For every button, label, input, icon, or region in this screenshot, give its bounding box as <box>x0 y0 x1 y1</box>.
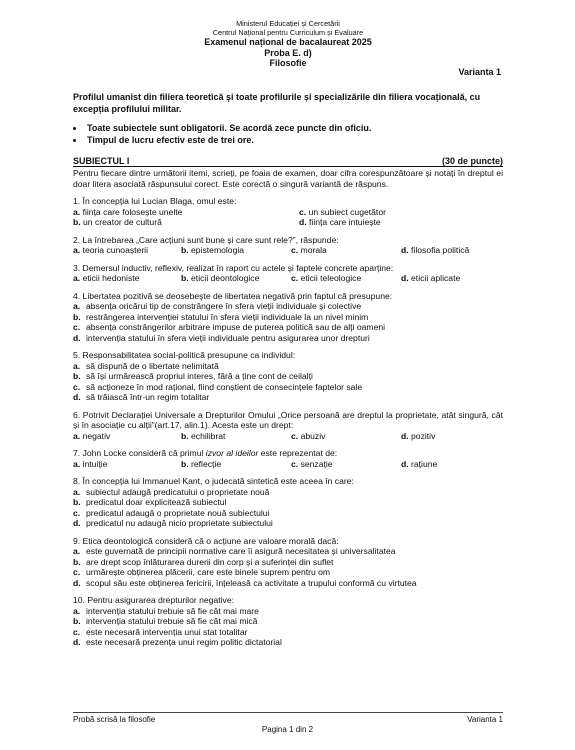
question-text: 6. Potrivit Declarației Universale a Drepturilor Omului „Orice persoană are dreptul la proprietate, atât singură, cât și în asociație cu alții”(art.17, alin.1). Acesta este un drept: <box>73 409 503 431</box>
option: c. abuziv <box>291 430 326 441</box>
option: d. pozitiv <box>401 430 436 441</box>
option: d. eticii aplicate <box>401 273 461 284</box>
question-options <box>73 245 503 256</box>
option: c. senzație <box>291 458 333 469</box>
option: a. intervenția statului trebuie să fie cât mai mare <box>73 605 259 616</box>
option: c. absența constrângerilor arbitrare impuse de puterea politică sau de alți oameni <box>73 322 386 333</box>
question-7 <box>73 448 503 469</box>
option: b. intervenția statului trebuie să fie cât mai mică <box>73 616 258 627</box>
question-3 <box>73 263 503 284</box>
option: b. echilibrat <box>181 430 226 441</box>
page-footer <box>73 712 503 725</box>
option: c. urmărește obținerea plăcerii, care este binele suprem pentru om <box>73 567 331 578</box>
option: c. un subiect cugetător <box>299 206 386 217</box>
question-text: 3. Demersul inductiv, reflexiv, realizat în raport cu actele și faptele concrete aparține: <box>73 262 394 273</box>
rules-list <box>73 123 503 146</box>
question-text: 1. În concepția lui Lucian Blaga, omul este: <box>73 196 237 207</box>
option: b. un creator de cultură <box>73 217 162 228</box>
option: d. filosofia politică <box>401 245 470 256</box>
question-options <box>73 207 503 228</box>
question-10 <box>73 595 503 648</box>
option: b. epistemologia <box>181 245 245 256</box>
option: d. scopul său este obținerea fericirii, înțeleasă ca activitate a trupului conformă cu virtutea <box>73 577 417 588</box>
question-text: 4. Libertatea pozitivă se deosebește de libertatea negativă prin faptul că presupune: <box>73 290 393 301</box>
question-2 <box>73 235 503 256</box>
option: b. predicatul doar explicitează subiectul <box>73 497 227 508</box>
option: b. restrângerea intervenției statului în sfera vieții individuale la un nivel minim <box>73 311 369 322</box>
question-options <box>73 546 503 588</box>
option: d. intervenția statului în sfera vieții individuale pentru asigurarea unor drepturi <box>73 332 370 343</box>
option: c. este necesară intervenția unui stat totalitar <box>73 626 248 637</box>
section-title: SUBIECTUL I <box>73 156 130 167</box>
ministry-line: Ministerul Educației și Cercetării <box>236 19 340 28</box>
option: a. ființa care folosește unelte <box>73 206 183 217</box>
footer-variant: Varianta 1 <box>467 715 503 724</box>
exam-page <box>73 0 503 648</box>
option: d. ființa care intuiește <box>299 217 381 228</box>
proba-label: Proba E. d) <box>264 47 312 58</box>
question-8 <box>73 476 503 529</box>
section-points: (30 de puncte) <box>441 156 503 167</box>
question-4 <box>73 291 503 344</box>
question-text: 8. În concepția lui Immanuel Kant, o judecată sintetică este aceea în care: <box>73 476 354 487</box>
section-intro: Pentru fiecare dintre următorii itemi, scrieți, pe foaia de examen, doar cifra corespunzătoare și notați în dreptul ei doar litera asociată răspunsului corect. Este corectă o singură variantă de răspuns. <box>73 168 503 189</box>
option: b. are drept scop înlăturarea durerii din corp și a suferinței din suflet <box>73 556 334 567</box>
profile-text: Profilul umanist din filiera teoretică și toate profilurile și specializările din filiera vocațională, cu excepția profilului militar. <box>73 92 481 114</box>
question-6 <box>73 410 503 442</box>
center-line: Centrul Național pentru Curriculum și Evaluare <box>212 28 364 37</box>
option: c. să acționeze în mod rațional, fiind conștient de consecințele faptelor sale <box>73 381 363 392</box>
question-text: 5. Responsabilitatea social-politică presupune ca individul: <box>73 350 296 361</box>
option: d. predicatul nu adaugă nicio proprietate subiectului <box>73 518 273 529</box>
option: c. morala <box>291 245 327 256</box>
question-options <box>73 361 503 403</box>
option: a. intuiție <box>73 458 108 469</box>
option: b. eticii deontologice <box>181 273 260 284</box>
question-options <box>73 301 503 343</box>
exam-title: Examenul național de bacalaureat 2025 <box>204 37 372 47</box>
question-1 <box>73 196 503 228</box>
option: c. predicatul adaugă o proprietate nouă subiectului <box>73 507 270 518</box>
page-number: Pagina 1 din 2 <box>261 725 314 734</box>
question-text: 2. La întrebarea „Care acțiuni sunt bune și care sunt rele?”, răspunde: <box>73 234 339 245</box>
option: b. să își urmărească propriul interes, fără a ține cont de ceilalți <box>73 371 313 382</box>
option: a. subiectul adaugă predicatului o proprietate nouă <box>73 486 270 497</box>
question-options <box>73 273 503 284</box>
question-text: 10. Pentru asigurarea drepturilor negative: <box>73 595 234 606</box>
question-text: 9. Etica deontologică consideră că o acțiune are valoare morală dacă: <box>73 535 339 546</box>
question-text: 7. John Locke consideră că primul izvor al ideilor este reprezentat de: <box>73 448 338 459</box>
option: a. teoria cunoașterii <box>73 245 149 256</box>
option: d. să trăiască într-un regim totalitar <box>73 392 210 403</box>
question-9 <box>73 536 503 589</box>
option: c. eticii teleologice <box>291 273 362 284</box>
rule-item: • Timpul de lucru efectiv este de trei ore. <box>85 135 503 147</box>
section-header <box>73 156 503 167</box>
option: a. este guvernată de principii normative care îi asigură necesitatea și universalitatea <box>73 546 396 557</box>
option: d. rațiune <box>401 458 438 469</box>
option: a. să dispună de o libertate nelimitată <box>73 360 219 371</box>
question-options <box>73 487 503 529</box>
question-options <box>73 459 503 470</box>
question-options <box>73 606 503 648</box>
option: a. absența oricărui tip de constrângere în sfera vieții individuale și colective <box>73 301 362 312</box>
rule-item: • Toate subiectele sunt obligatorii. Se acordă zece puncte din oficiu. <box>85 123 503 135</box>
option: b. reflecție <box>181 458 222 469</box>
variant-label: Varianta 1 <box>458 66 501 77</box>
question-options <box>73 431 503 442</box>
option: a. eticii hedoniste <box>73 273 140 284</box>
footer-left: Probă scrisă la filosofie <box>73 715 156 724</box>
option: a. negativ <box>73 430 111 441</box>
subject-name: Filosofie <box>269 58 307 68</box>
question-5 <box>73 350 503 403</box>
option: d. este necesară prezența unui regim politic dictatorial <box>73 637 282 648</box>
